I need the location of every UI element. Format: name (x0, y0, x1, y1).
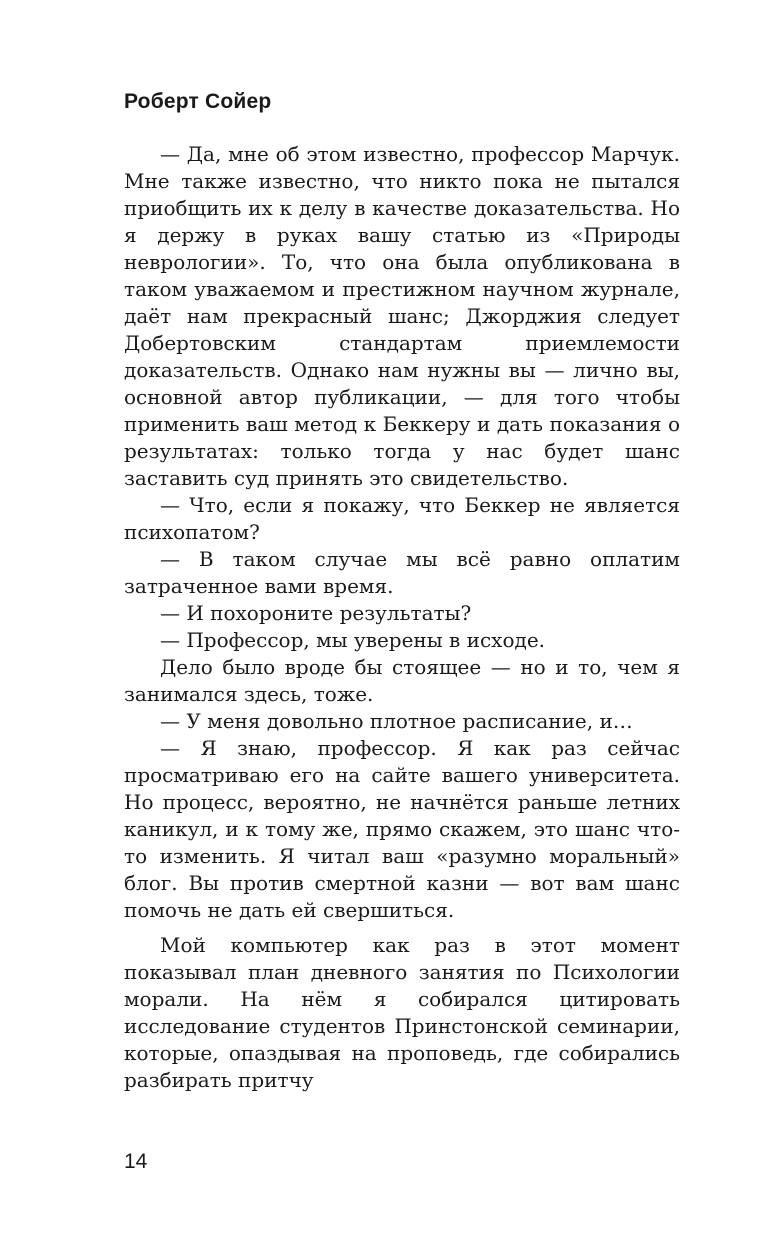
page-number: 14 (124, 1150, 148, 1173)
paragraph: — Я знаю, профессор. Я как раз сейчас просматриваю его на сайте вашего университета. Но процесс, вероятно, не начнётся раньше летних каникул, и к тому же, прямо скажем, это шанс что-то изменить. Я читал ваш «разумно моральный» блог. Вы против смертной казни — вот вам шанс помочь не дать ей свершиться. (124, 736, 680, 922)
paragraph: — Да, мне об этом известно, профессор Марчук. Мне также известно, что никто пока не пытался приобщить их к делу в качестве доказательства. Но я держу в руках вашу статью из «Природы неврологии». То, что она была опубликована в таком уважаемом и престижном научном журнале, даёт нам прекрасный шанс; Джорджия следует Добертовским стандартам приемлемости доказательств. Однако нам нужны вы — лично вы, основной автор публикации, — для того чтобы применить ваш метод к Беккеру и дать показания о результатах: только тогда у нас будет шанс заставить суд принять это свидетельство. (124, 142, 680, 490)
body-text (124, 141, 680, 1094)
paragraph: — Профессор, мы уверены в исходе. (160, 628, 546, 652)
paragraph: — У меня довольно плотное расписание, и… (160, 709, 633, 733)
paragraph: — Что, если я покажу, что Беккер не является психопатом? (124, 493, 680, 544)
paragraph: Мой компьютер как раз в этот момент показывал план дневного занятия по Психологии морали. На нём я собирался цитировать исследование студентов Принстонской семинарии, которые, опаздывая на проповедь, где собирались разбирать притчу (124, 933, 680, 1092)
running-head-author: Роберт Сойер (124, 90, 272, 113)
paragraph: — И похороните результаты? (160, 601, 472, 625)
paragraph: — В таком случае мы всё равно оплатим затраченное вами время. (124, 547, 680, 598)
paragraph: Дело было вроде бы стоящее — но и то, чем я занимался здесь, тоже. (124, 655, 680, 706)
